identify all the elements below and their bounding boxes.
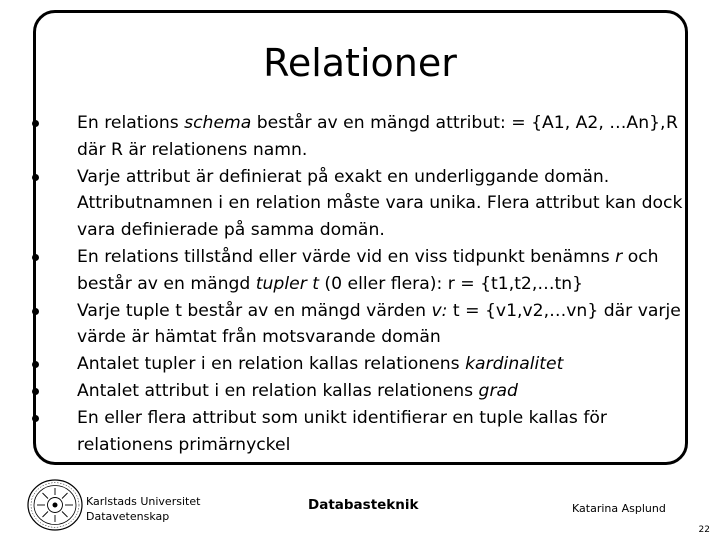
bullet-item — [30, 164, 690, 244]
footer-author: Katarina Asplund — [572, 502, 666, 515]
bullet-text: En eller flera attribut som unikt identifierar en tuple kallas för relationens primärnyckel — [77, 407, 607, 455]
bullet-text: En relations — [77, 113, 185, 133]
bullet-text: Antalet attribut i en relation kallas relationens — [77, 380, 479, 401]
bullet-text: består av en mängd attribut: — [251, 113, 512, 133]
bullet-emphasis: kardinalitet — [465, 354, 564, 375]
bullet-text: Antalet tupler i en relation kallas relationens — [77, 354, 466, 375]
bullet-item — [30, 351, 690, 378]
bullet-list — [30, 110, 690, 458]
bullet-item — [30, 378, 690, 405]
bullet-emphasis: v: — [431, 300, 448, 321]
footer-department: Datavetenskap — [86, 510, 170, 523]
bullet-item — [30, 110, 690, 164]
bullet-text: och består av en mängd — [77, 246, 659, 294]
bullet-item — [30, 244, 690, 298]
bullet-text: (0 eller flera): r = {t1,t2,…tn} — [318, 273, 584, 294]
bullet-float-text: R — [666, 113, 678, 133]
bullet-text: t = {v1,v2,…vn} där varje värde är hämtat från motsvarande domän — [77, 300, 681, 348]
bullet-text: En relations tillstånd eller värde vid en viss tidpunkt benämns — [77, 246, 616, 267]
footer-course: Databasteknik — [308, 497, 419, 513]
bullet-item — [30, 298, 690, 352]
slide-title: Relationer — [263, 41, 457, 85]
bullet-item — [30, 405, 690, 459]
university-seal-icon — [26, 478, 84, 536]
bullet-emphasis: tupler t — [255, 273, 319, 294]
bullet-text: Varje attribut är definierat på exakt en underliggande domän. Attributnamnen i en relation måste vara unika. Flera attribut kan dock vara definierade på samma domän. — [77, 166, 683, 241]
bullet-emphasis: schema — [184, 113, 252, 133]
footer-university-name: Karlstads Universitet — [86, 495, 201, 508]
bullet-text: Varje tuple t består av en mängd värden — [77, 300, 432, 321]
bullet-emphasis: grad — [478, 380, 518, 401]
bullet-text: = {A1, A2, …An}, där R är relationens namn. — [77, 113, 666, 160]
footer-university — [86, 494, 200, 524]
bullet-emphasis: r — [615, 246, 623, 267]
page-number: 22 — [698, 525, 710, 535]
